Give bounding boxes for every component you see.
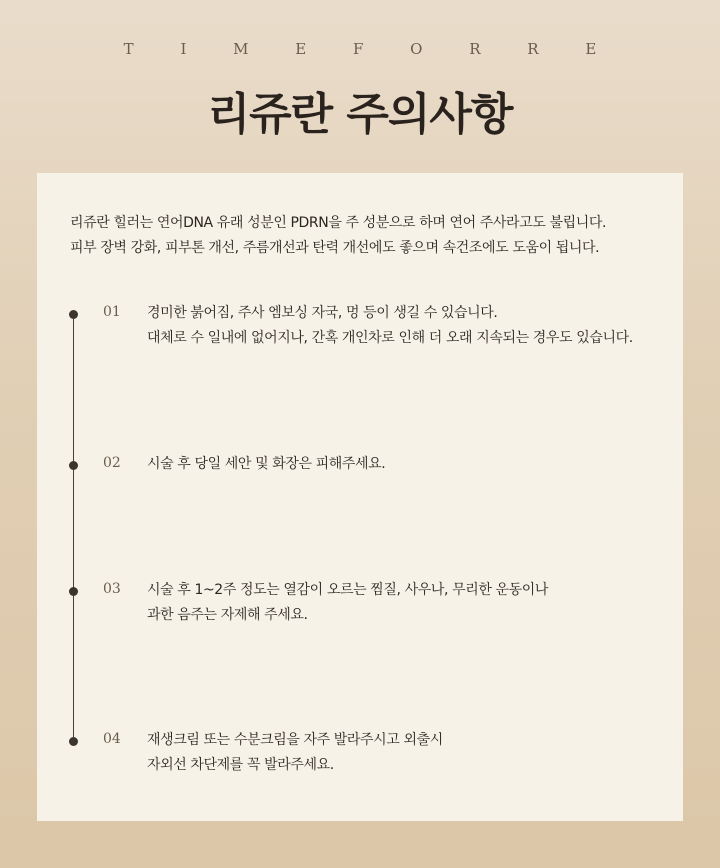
item-line: 과한 음주는 자제해 주세요. [147,607,308,623]
item-line: 경미한 붉어짐, 주사 엠보싱 자국, 멍 등이 생길 수 있습니다. [147,305,498,321]
item-text [147,301,633,351]
timeline-dot [69,310,78,319]
item-text [147,452,385,477]
page-title: 리쥬란 주의사항 [207,89,513,140]
timeline-dot [69,737,78,746]
intro-line: 리쥬란 힐러는 연어DNA 유래 성분인 PDRN을 주 성분으로 하며 연어 주사라고도 불립니다. [70,215,607,231]
notice-card [37,173,683,821]
timeline-line [73,313,74,741]
intro-text [70,211,670,261]
item-number: 04 [103,731,121,747]
timeline-dot [69,461,78,470]
item-line: 시술 후 1~2주 정도는 열감이 오르는 찜질, 사우나, 무리한 운동이나 [147,582,548,598]
item-text [147,578,548,628]
item-number: 01 [103,304,121,320]
item-text [147,728,443,778]
item-line: 시술 후 당일 세안 및 화장은 피해주세요. [147,456,386,472]
brand-name: T I M E F O R R E [123,40,618,58]
intro-line: 피부 장벽 강화, 피부톤 개선, 주름개선과 탄력 개선에도 좋으며 속건조에도 도움이 됩니다. [70,240,600,256]
item-number: 02 [103,455,121,471]
item-number: 03 [103,581,121,597]
item-line: 재생크림 또는 수분크림을 자주 발라주시고 외출시 [147,732,443,748]
timeline-dot [69,587,78,596]
item-line: 자외선 차단제를 꼭 발라주세요. [147,757,334,773]
item-line: 대체로 수 일내에 없어지나, 간혹 개인차로 인해 더 오래 지속되는 경우도 있습니다. [147,330,633,346]
